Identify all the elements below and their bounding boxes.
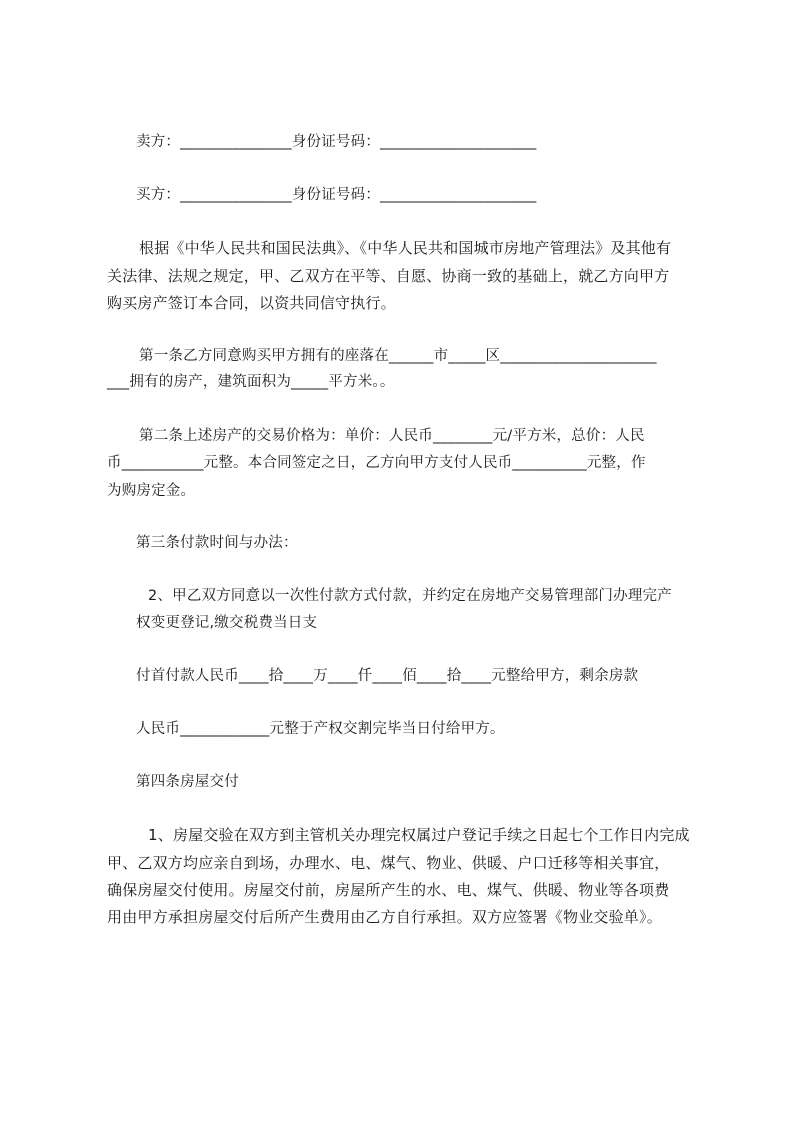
article3-remainder: 人民币____________元整于产权交割完毕当日付给甲方。 (136, 721, 505, 737)
article4-heading: 第四条房屋交付 (136, 774, 239, 790)
article4-item1-line-3: 确保房屋交付使用。房屋交付前，房屋所产生的水、电、煤气、供暖、物业等各项费 (107, 881, 670, 899)
preamble-line-2: 关法律、法规之规定，甲、乙双方在平等、自愿、协商一致的基础上，就乙方向甲方 (107, 267, 670, 285)
buyer-line: 买方：_______________身份证号码：_____________________ (136, 187, 537, 203)
preamble-line-1: 根据《中华人民共和国民法典》、《中华人民共和国城市房地产管理法》及其他有 (139, 239, 672, 257)
article1-line-1: 第一条乙方同意购买甲方拥有的座落在______市_____区_____________________ (139, 348, 657, 364)
article2-line-1: 第二条上述房产的交易价格为：单价：人民币________元/平方米，总价：人民 (139, 428, 645, 444)
article3-down-payment: 付首付款人民币____拾____万____仟____佰____拾____元整给甲方，剩余房款 (136, 668, 639, 684)
article4-item1-line-2: 甲、乙双方均应亲自到场，办理水、电、煤气、物业、供暖、户口迁移等相关事宜， (107, 854, 670, 872)
article1-line-2: ___拥有的房产，建筑面积为_____平方米。。 (107, 374, 395, 390)
seller-line: 卖方：_______________身份证号码：_____________________ (136, 134, 537, 150)
article4-item1-line-1: 1、房屋交验在双方到主管机关办理完权属过户登记手续之日起七个工作日内完成 (148, 826, 690, 844)
article4-item1-line-4: 用由甲方承担房屋交付后所产生费用由乙方自行承担。双方应签署《物业交验单》。 (107, 908, 662, 926)
article3-item2-line-1: 2、甲乙双方同意以一次性付款方式付款，并约定在房地产交易管理部门办理完产 (148, 588, 672, 604)
article2-line-3: 为购房定金。 (107, 483, 196, 499)
preamble-line-3: 购买房产签订本合同，以资共同信守执行。 (107, 294, 396, 312)
article3-item2-line-2: 权变更登记,缴交税费当日支 (136, 615, 318, 631)
article3-heading: 第三条付款时间与办法： (136, 535, 298, 551)
article2-line-2: 币___________元整。本合同签定之日，乙方向甲方支付人民币__________元整，作 (107, 455, 646, 471)
